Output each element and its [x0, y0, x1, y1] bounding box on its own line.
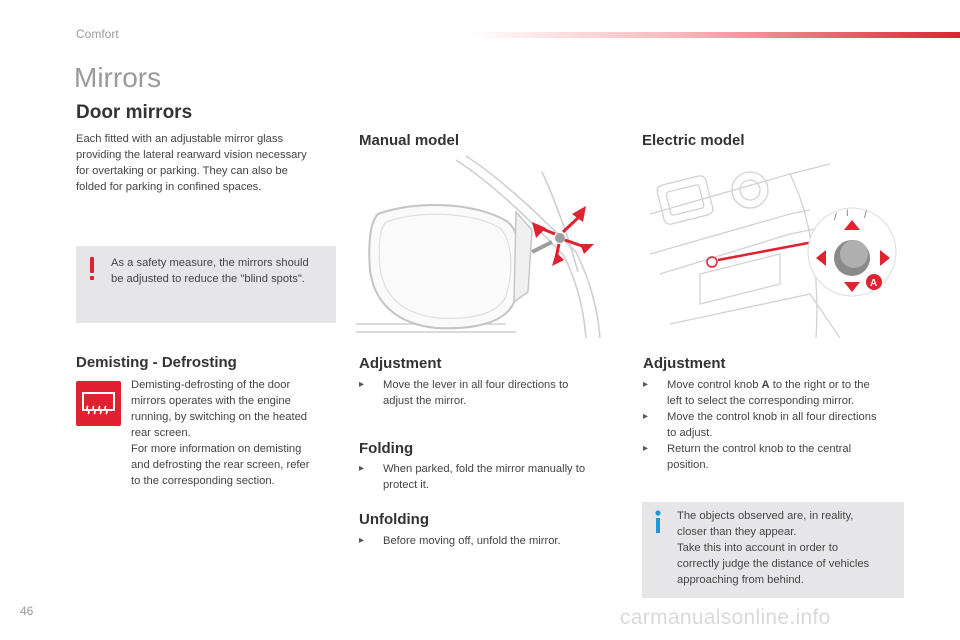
list-item [643, 441, 908, 473]
bullet-text: to adjust. [667, 427, 713, 439]
list-item [643, 409, 908, 441]
info-line: The objects observed are, in reality, [677, 510, 854, 522]
warning-box [76, 246, 336, 323]
section-label: Comfort [76, 27, 119, 41]
intro-line: Each fitted with an adjustable mirror glass [76, 133, 284, 145]
intro-text [76, 131, 338, 195]
bullet-icon: ▸ [643, 379, 649, 390]
electric-model-heading: Electric model [642, 132, 745, 149]
demisting-line: mirrors operates with the engine [131, 395, 291, 407]
demisting-line: rear screen. [131, 427, 191, 439]
svg-text:/: / [834, 212, 837, 223]
demisting-line: For more information on demisting [131, 443, 302, 455]
info-line: correctly judge the distance of vehicles [677, 558, 870, 570]
header-rule [470, 32, 960, 38]
manual-adjustment-list [359, 377, 609, 409]
bullet-text-part: Move control knob [667, 379, 762, 391]
electric-adjustment-heading: Adjustment [643, 355, 726, 372]
bullet-icon: ▸ [359, 535, 365, 546]
intro-line: for overtaking or parking. They can also be [76, 165, 288, 177]
knob-label: A [870, 278, 878, 289]
svg-text:I: I [846, 208, 849, 218]
bullet-text: position. [667, 459, 709, 471]
demisting-line: running, by switching on the heated [131, 411, 308, 423]
info-line: closer than they appear. [677, 526, 797, 538]
manual-mirror-illustration [356, 152, 610, 338]
demisting-line: Demisting-defrosting of the door [131, 379, 291, 391]
page-number: 46 [20, 604, 34, 618]
manual-adjustment-heading: Adjustment [359, 355, 442, 372]
bullet-text [667, 377, 908, 393]
bullet-text: adjust the mirror. [383, 395, 467, 407]
bullet-text: protect it. [383, 479, 430, 491]
demisting-line: and defrosting the rear screen, refer [131, 459, 310, 471]
demisting-heading: Demisting - Defrosting [76, 354, 237, 371]
door-mirrors-heading: Door mirrors [76, 102, 193, 123]
list-item [643, 377, 908, 409]
folding-list [359, 461, 609, 493]
bullet-text-part: to the right or to the [769, 379, 870, 391]
demisting-text [131, 377, 341, 489]
info-line: approaching from behind. [677, 574, 804, 586]
demisting-line: to the corresponding section. [131, 475, 275, 487]
list-item [359, 377, 609, 409]
warning-text [111, 255, 333, 287]
intro-line: folded for parking in confined spaces. [76, 181, 262, 193]
info-line: Take this into account in order to [677, 542, 839, 554]
warning-line: As a safety measure, the mirrors should [111, 257, 309, 269]
bullet-icon: ▸ [359, 379, 365, 390]
info-text [677, 508, 902, 588]
info-box [642, 502, 904, 598]
bullet-text: Move the lever in all four directions to [383, 379, 569, 391]
bullet-text: Move the control knob in all four directions [667, 411, 877, 423]
bullet-text: Before moving off, unfold the mirror. [383, 535, 561, 547]
electric-control-illustration [640, 154, 902, 338]
electric-adjustment-list [643, 377, 908, 473]
manual-model-heading: Manual model [359, 132, 460, 149]
control-knob-ref: A [761, 379, 770, 391]
folding-heading: Folding [359, 440, 414, 457]
exclamation-icon [86, 256, 98, 282]
bullet-icon: ▸ [359, 463, 365, 474]
list-item [359, 533, 609, 549]
info-icon [653, 510, 663, 534]
bullet-icon: ▸ [643, 411, 649, 422]
list-item [359, 461, 609, 493]
page-title: Mirrors [74, 62, 162, 93]
rear-defrost-icon [76, 381, 121, 426]
bullet-text: When parked, fold the mirror manually to [383, 463, 586, 475]
bullet-icon: ▸ [643, 443, 649, 454]
watermark: carmanualsonline.info [620, 606, 831, 629]
bullet-text: Return the control knob to the central [667, 443, 852, 455]
unfolding-list [359, 533, 609, 549]
unfolding-heading: Unfolding [359, 511, 429, 528]
intro-line: providing the lateral rearward vision necessary [76, 149, 307, 161]
bullet-text: left to select the corresponding mirror. [667, 395, 855, 407]
warning-line: be adjusted to reduce the "blind spots". [111, 273, 305, 285]
svg-text:/: / [864, 210, 867, 221]
